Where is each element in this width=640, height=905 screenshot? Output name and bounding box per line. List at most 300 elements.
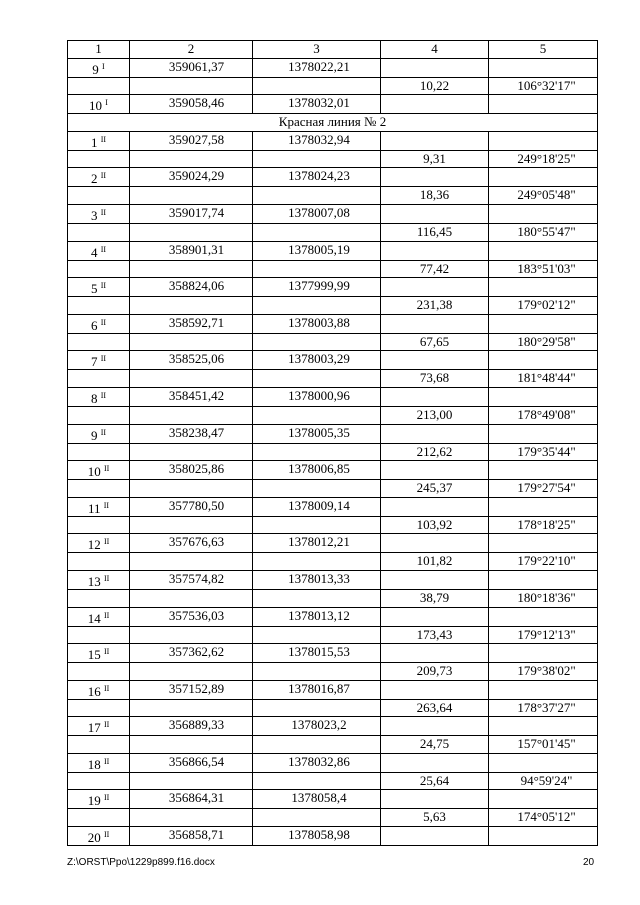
- empty-cell: [130, 736, 253, 754]
- empty-cell: [130, 333, 253, 351]
- point-number-value: 12: [87, 537, 101, 553]
- coordinate-y: 1378032,86: [253, 753, 381, 772]
- empty-cell: [489, 717, 598, 736]
- segment-length: 38,79: [381, 589, 489, 607]
- coordinate-x: 357574,82: [130, 570, 253, 589]
- point-number: [68, 387, 130, 406]
- coordinate-x: 358025,86: [130, 461, 253, 480]
- header-col-3: 3: [253, 41, 381, 59]
- empty-cell: [68, 516, 130, 534]
- point-number-value: 18: [87, 756, 101, 772]
- segment-row: [68, 516, 598, 534]
- empty-cell: [68, 553, 130, 571]
- point-number-value: 7: [90, 354, 98, 370]
- point-number-value: 8: [90, 390, 98, 406]
- section-row: [68, 114, 598, 132]
- empty-cell: [489, 131, 598, 150]
- point-line-index: II: [103, 683, 110, 693]
- empty-cell: [253, 443, 381, 461]
- point-number: [68, 570, 130, 589]
- header-col-5: 5: [489, 41, 598, 59]
- segment-length: 212,62: [381, 443, 489, 461]
- point-number-value: 6: [90, 317, 98, 333]
- direction-angle: 179°22'10": [489, 553, 598, 571]
- empty-cell: [130, 480, 253, 498]
- header-col-2: 2: [130, 41, 253, 59]
- direction-angle: 249°05'48": [489, 187, 598, 205]
- point-number-value: 13: [87, 573, 101, 589]
- empty-cell: [489, 351, 598, 370]
- point-line-index: II: [100, 134, 107, 144]
- coordinate-y: 1378003,29: [253, 351, 381, 370]
- coordinate-x: 359058,46: [130, 95, 253, 114]
- empty-cell: [253, 626, 381, 644]
- point-number-value: 4: [90, 244, 98, 260]
- empty-cell: [253, 260, 381, 278]
- empty-cell: [68, 297, 130, 315]
- segment-row: [68, 553, 598, 571]
- point-number: [68, 827, 130, 846]
- header-col-1: 1: [68, 41, 130, 59]
- coordinate-y: 1378012,21: [253, 534, 381, 553]
- point-row: [68, 461, 598, 480]
- point-number-value: 16: [87, 683, 101, 699]
- segment-length: 5,63: [381, 809, 489, 827]
- empty-cell: [253, 589, 381, 607]
- empty-cell: [381, 753, 489, 772]
- point-number-value: 2: [90, 171, 98, 187]
- segment-row: [68, 297, 598, 315]
- point-row: [68, 680, 598, 699]
- empty-cell: [130, 626, 253, 644]
- point-line-index: II: [103, 793, 110, 803]
- point-number-value: 15: [87, 647, 101, 663]
- empty-cell: [68, 736, 130, 754]
- direction-angle: 180°55'47": [489, 223, 598, 241]
- empty-cell: [68, 187, 130, 205]
- point-row: [68, 95, 598, 114]
- segment-length: 67,65: [381, 333, 489, 351]
- segment-length: 263,64: [381, 699, 489, 717]
- empty-cell: [68, 772, 130, 790]
- point-number: [68, 204, 130, 223]
- point-line-index: II: [100, 207, 107, 217]
- coordinate-x: 356866,54: [130, 753, 253, 772]
- coordinate-x: 356889,33: [130, 717, 253, 736]
- empty-cell: [381, 387, 489, 406]
- empty-cell: [253, 663, 381, 681]
- empty-cell: [130, 772, 253, 790]
- coordinate-x: 357780,50: [130, 497, 253, 516]
- empty-cell: [253, 187, 381, 205]
- point-line-index: II: [100, 354, 107, 364]
- point-row: [68, 387, 598, 406]
- point-number-value: 3: [90, 207, 98, 223]
- segment-row: [68, 736, 598, 754]
- segment-length: 245,37: [381, 480, 489, 498]
- empty-cell: [130, 516, 253, 534]
- empty-cell: [489, 424, 598, 443]
- empty-cell: [489, 241, 598, 260]
- segment-length: 18,36: [381, 187, 489, 205]
- point-number-value: 10: [89, 98, 103, 114]
- point-number: [68, 680, 130, 699]
- point-row: [68, 790, 598, 809]
- empty-cell: [381, 351, 489, 370]
- empty-cell: [253, 223, 381, 241]
- point-number: [68, 95, 130, 114]
- point-row: [68, 58, 598, 77]
- point-row: [68, 497, 598, 516]
- empty-cell: [381, 314, 489, 333]
- point-line-index: II: [103, 830, 110, 840]
- point-number: [68, 497, 130, 516]
- point-line-index: II: [103, 610, 110, 620]
- point-line-index: II: [103, 756, 110, 766]
- segment-length: 25,64: [381, 772, 489, 790]
- empty-cell: [489, 278, 598, 297]
- segment-row: [68, 370, 598, 388]
- empty-cell: [489, 680, 598, 699]
- empty-cell: [130, 187, 253, 205]
- point-number-value: 11: [87, 500, 101, 516]
- empty-cell: [489, 314, 598, 333]
- empty-cell: [253, 406, 381, 424]
- coordinate-x: 356864,31: [130, 790, 253, 809]
- coordinate-x: 359061,37: [130, 58, 253, 77]
- point-line-index: II: [100, 171, 107, 181]
- coordinate-x: 358901,31: [130, 241, 253, 260]
- point-number: [68, 58, 130, 77]
- direction-angle: 94°59'24": [489, 772, 598, 790]
- point-line-index: I: [102, 61, 105, 71]
- empty-cell: [130, 406, 253, 424]
- segment-length: 173,43: [381, 626, 489, 644]
- segment-row: [68, 663, 598, 681]
- direction-angle: 179°27'54": [489, 480, 598, 498]
- direction-angle: 179°12'13": [489, 626, 598, 644]
- header-row: [68, 41, 598, 59]
- point-number: [68, 314, 130, 333]
- coordinate-y: 1378058,98: [253, 827, 381, 846]
- empty-cell: [381, 95, 489, 114]
- empty-cell: [130, 443, 253, 461]
- empty-cell: [253, 553, 381, 571]
- segment-length: 73,68: [381, 370, 489, 388]
- point-number-value: 14: [87, 610, 101, 626]
- coordinate-x: 359024,29: [130, 168, 253, 187]
- coordinate-y: 1378032,01: [253, 95, 381, 114]
- point-number: [68, 168, 130, 187]
- coordinate-y: 1378022,21: [253, 58, 381, 77]
- empty-cell: [381, 790, 489, 809]
- empty-cell: [489, 387, 598, 406]
- coordinate-y: 1378005,19: [253, 241, 381, 260]
- point-row: [68, 168, 598, 187]
- segment-length: 101,82: [381, 553, 489, 571]
- coordinate-y: 1378013,33: [253, 570, 381, 589]
- coordinate-y: 1378013,12: [253, 607, 381, 626]
- point-row: [68, 241, 598, 260]
- segment-row: [68, 772, 598, 790]
- segment-row: [68, 150, 598, 168]
- coordinate-y: 1378000,96: [253, 387, 381, 406]
- direction-angle: 181°48'44": [489, 370, 598, 388]
- empty-cell: [68, 260, 130, 278]
- empty-cell: [489, 570, 598, 589]
- coordinate-y: 1378024,23: [253, 168, 381, 187]
- empty-cell: [253, 370, 381, 388]
- section-title: Красная линия № 2: [68, 114, 598, 132]
- empty-cell: [489, 204, 598, 223]
- coordinate-y: 1378007,08: [253, 204, 381, 223]
- empty-cell: [130, 77, 253, 95]
- empty-cell: [489, 95, 598, 114]
- empty-cell: [130, 260, 253, 278]
- point-number: [68, 278, 130, 297]
- table-body: [68, 58, 598, 845]
- point-line-index: I: [105, 98, 108, 108]
- empty-cell: [253, 516, 381, 534]
- point-line-index: II: [103, 500, 110, 510]
- empty-cell: [130, 553, 253, 571]
- segment-row: [68, 443, 598, 461]
- point-number: [68, 790, 130, 809]
- coordinates-table: [67, 40, 598, 846]
- coordinate-x: 357362,62: [130, 644, 253, 663]
- point-number: [68, 241, 130, 260]
- empty-cell: [253, 480, 381, 498]
- point-row: [68, 278, 598, 297]
- segment-length: 231,38: [381, 297, 489, 315]
- point-row: [68, 644, 598, 663]
- empty-cell: [130, 809, 253, 827]
- point-line-index: II: [103, 464, 110, 474]
- segment-row: [68, 480, 598, 498]
- point-number: [68, 461, 130, 480]
- empty-cell: [130, 370, 253, 388]
- empty-cell: [489, 607, 598, 626]
- point-row: [68, 314, 598, 333]
- coordinate-x: 358592,71: [130, 314, 253, 333]
- coordinate-y: 1377999,99: [253, 278, 381, 297]
- point-line-index: II: [103, 537, 110, 547]
- empty-cell: [68, 480, 130, 498]
- point-row: [68, 351, 598, 370]
- point-row: [68, 717, 598, 736]
- coordinate-y: 1378006,85: [253, 461, 381, 480]
- point-row: [68, 827, 598, 846]
- segment-length: 10,22: [381, 77, 489, 95]
- segment-length: 209,73: [381, 663, 489, 681]
- empty-cell: [381, 644, 489, 663]
- direction-angle: 179°35'44": [489, 443, 598, 461]
- coordinate-x: 357152,89: [130, 680, 253, 699]
- point-number-value: 5: [90, 281, 98, 297]
- coordinate-y: 1378058,4: [253, 790, 381, 809]
- footer-file-path: Z:\ORST\Ppo\1229p899.f16.docx: [67, 857, 215, 868]
- coordinate-x: 357676,63: [130, 534, 253, 553]
- empty-cell: [489, 644, 598, 663]
- empty-cell: [381, 717, 489, 736]
- segment-row: [68, 223, 598, 241]
- empty-cell: [253, 150, 381, 168]
- point-row: [68, 607, 598, 626]
- empty-cell: [489, 58, 598, 77]
- segment-row: [68, 260, 598, 278]
- point-number: [68, 717, 130, 736]
- empty-cell: [253, 297, 381, 315]
- empty-cell: [381, 241, 489, 260]
- segment-row: [68, 809, 598, 827]
- empty-cell: [253, 772, 381, 790]
- empty-cell: [381, 204, 489, 223]
- coordinate-y: 1378009,14: [253, 497, 381, 516]
- empty-cell: [253, 333, 381, 351]
- segment-length: 103,92: [381, 516, 489, 534]
- point-row: [68, 424, 598, 443]
- point-number: [68, 351, 130, 370]
- empty-cell: [381, 168, 489, 187]
- coordinate-x: 356858,71: [130, 827, 253, 846]
- point-row: [68, 570, 598, 589]
- segment-length: 24,75: [381, 736, 489, 754]
- direction-angle: 179°38'02": [489, 663, 598, 681]
- point-line-index: II: [100, 427, 107, 437]
- segment-row: [68, 333, 598, 351]
- point-line-index: II: [100, 390, 107, 400]
- coordinate-x: 357536,03: [130, 607, 253, 626]
- empty-cell: [130, 663, 253, 681]
- empty-cell: [381, 827, 489, 846]
- empty-cell: [130, 150, 253, 168]
- point-number: [68, 131, 130, 150]
- table-header: [68, 41, 598, 59]
- direction-angle: 178°49'08": [489, 406, 598, 424]
- point-number-value: 17: [87, 720, 101, 736]
- coordinate-x: 359017,74: [130, 204, 253, 223]
- direction-angle: 178°37'27": [489, 699, 598, 717]
- coordinate-y: 1378005,35: [253, 424, 381, 443]
- segment-row: [68, 589, 598, 607]
- empty-cell: [68, 699, 130, 717]
- empty-cell: [68, 406, 130, 424]
- empty-cell: [489, 497, 598, 516]
- empty-cell: [68, 150, 130, 168]
- empty-cell: [253, 736, 381, 754]
- coordinate-x: 359027,58: [130, 131, 253, 150]
- direction-angle: 180°18'36": [489, 589, 598, 607]
- empty-cell: [68, 443, 130, 461]
- point-number: [68, 753, 130, 772]
- segment-length: 213,00: [381, 406, 489, 424]
- empty-cell: [130, 223, 253, 241]
- empty-cell: [68, 663, 130, 681]
- coordinate-x: 358238,47: [130, 424, 253, 443]
- empty-cell: [381, 534, 489, 553]
- empty-cell: [253, 699, 381, 717]
- point-number-value: 1: [90, 134, 98, 150]
- coordinate-x: 358525,06: [130, 351, 253, 370]
- empty-cell: [381, 497, 489, 516]
- empty-cell: [489, 461, 598, 480]
- empty-cell: [253, 77, 381, 95]
- empty-cell: [489, 827, 598, 846]
- segment-row: [68, 77, 598, 95]
- point-row: [68, 534, 598, 553]
- header-col-4: 4: [381, 41, 489, 59]
- point-number-value: 10: [87, 464, 101, 480]
- direction-angle: 179°02'12": [489, 297, 598, 315]
- point-row: [68, 204, 598, 223]
- direction-angle: 180°29'58": [489, 333, 598, 351]
- segment-row: [68, 626, 598, 644]
- point-line-index: II: [100, 281, 107, 291]
- direction-angle: 174°05'12": [489, 809, 598, 827]
- empty-cell: [381, 607, 489, 626]
- point-number: [68, 607, 130, 626]
- coordinate-x: 358824,06: [130, 278, 253, 297]
- point-line-index: II: [100, 244, 107, 254]
- empty-cell: [381, 570, 489, 589]
- empty-cell: [381, 58, 489, 77]
- point-line-index: II: [103, 647, 110, 657]
- point-line-index: II: [103, 720, 110, 730]
- segment-length: 77,42: [381, 260, 489, 278]
- empty-cell: [381, 461, 489, 480]
- empty-cell: [68, 370, 130, 388]
- empty-cell: [253, 809, 381, 827]
- empty-cell: [489, 790, 598, 809]
- direction-angle: 178°18'25": [489, 516, 598, 534]
- empty-cell: [68, 333, 130, 351]
- empty-cell: [489, 534, 598, 553]
- segment-length: 116,45: [381, 223, 489, 241]
- point-number-value: 9: [90, 427, 98, 443]
- coordinate-x: 358451,42: [130, 387, 253, 406]
- point-line-index: II: [100, 317, 107, 327]
- empty-cell: [130, 589, 253, 607]
- point-number: [68, 424, 130, 443]
- empty-cell: [68, 77, 130, 95]
- segment-row: [68, 187, 598, 205]
- segment-row: [68, 406, 598, 424]
- empty-cell: [68, 589, 130, 607]
- point-number: [68, 534, 130, 553]
- point-number: [68, 644, 130, 663]
- empty-cell: [130, 699, 253, 717]
- coordinate-y: 1378023,2: [253, 717, 381, 736]
- empty-cell: [381, 131, 489, 150]
- point-line-index: II: [103, 573, 110, 583]
- empty-cell: [381, 424, 489, 443]
- point-row: [68, 131, 598, 150]
- empty-cell: [381, 680, 489, 699]
- coordinate-y: 1378032,94: [253, 131, 381, 150]
- segment-row: [68, 699, 598, 717]
- point-number-value: 19: [87, 793, 101, 809]
- segment-length: 9,31: [381, 150, 489, 168]
- coordinate-y: 1378015,53: [253, 644, 381, 663]
- empty-cell: [68, 809, 130, 827]
- direction-angle: 106°32'17": [489, 77, 598, 95]
- coordinate-y: 1378003,88: [253, 314, 381, 333]
- point-number-value: 20: [87, 830, 101, 846]
- coordinate-y: 1378016,87: [253, 680, 381, 699]
- point-row: [68, 753, 598, 772]
- empty-cell: [130, 297, 253, 315]
- empty-cell: [68, 223, 130, 241]
